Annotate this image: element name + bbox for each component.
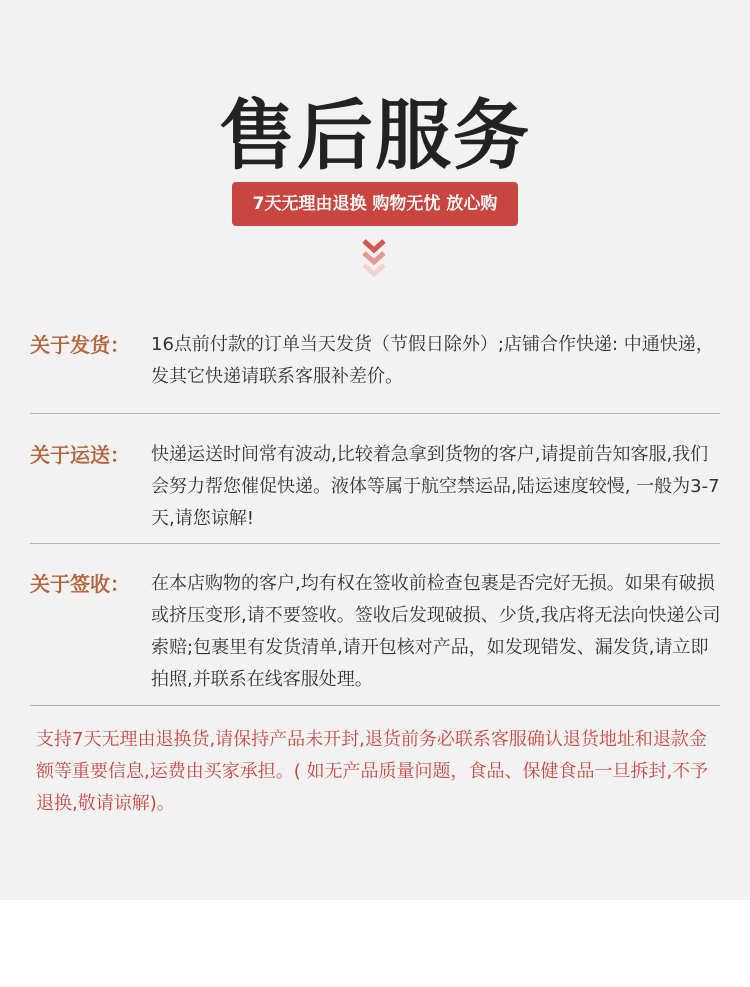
delivery-label: 关于运送： — [30, 443, 130, 467]
receipt-text: 在本店购物的客户,均有权在签收前检查包裹是否完好无损。如果有破损或挤压变形,请不要签收。签收后发现破损、少货,我店将无法向快递公司索赔;包裹里有发货清单,请开包核对产品，如发现错发、漏发货,请立即拍照,并联系在线客服处理。 — [151, 573, 721, 690]
return-policy-badge: 7天无理由退换 购物无忧 放心购 — [232, 182, 518, 226]
delivery-text: 快递运送时间常有波动,比较着急拿到货物的客户,请提前告知客服,我们会努力帮您催促快递。液体等属于航空禁运品,陆运速度较慢, 一般为3-7天,请您谅解! — [151, 444, 720, 529]
page-title: 售后服务 — [219, 91, 531, 180]
chevron-down-double-icon — [361, 238, 387, 282]
divider — [30, 705, 720, 706]
return-notice: 支持7天无理由退换货,请保持产品未开封,退货前务必联系客服确认退货地址和退款金额等重要信息,运费由买家承担。( 如无产品质量问题，食品、保健食品一旦拆封,不予退换,敬请谅解)。 — [36, 729, 709, 814]
shipping-text: 16点前付款的订单当天发货（节假日除外）;店铺合作快递: 中通快递，发其它快递请联系客服补差价。 — [151, 334, 714, 387]
divider — [30, 413, 720, 414]
shipping-label: 关于发货： — [30, 333, 130, 357]
divider — [30, 543, 720, 544]
receipt-label: 关于签收： — [30, 572, 130, 596]
